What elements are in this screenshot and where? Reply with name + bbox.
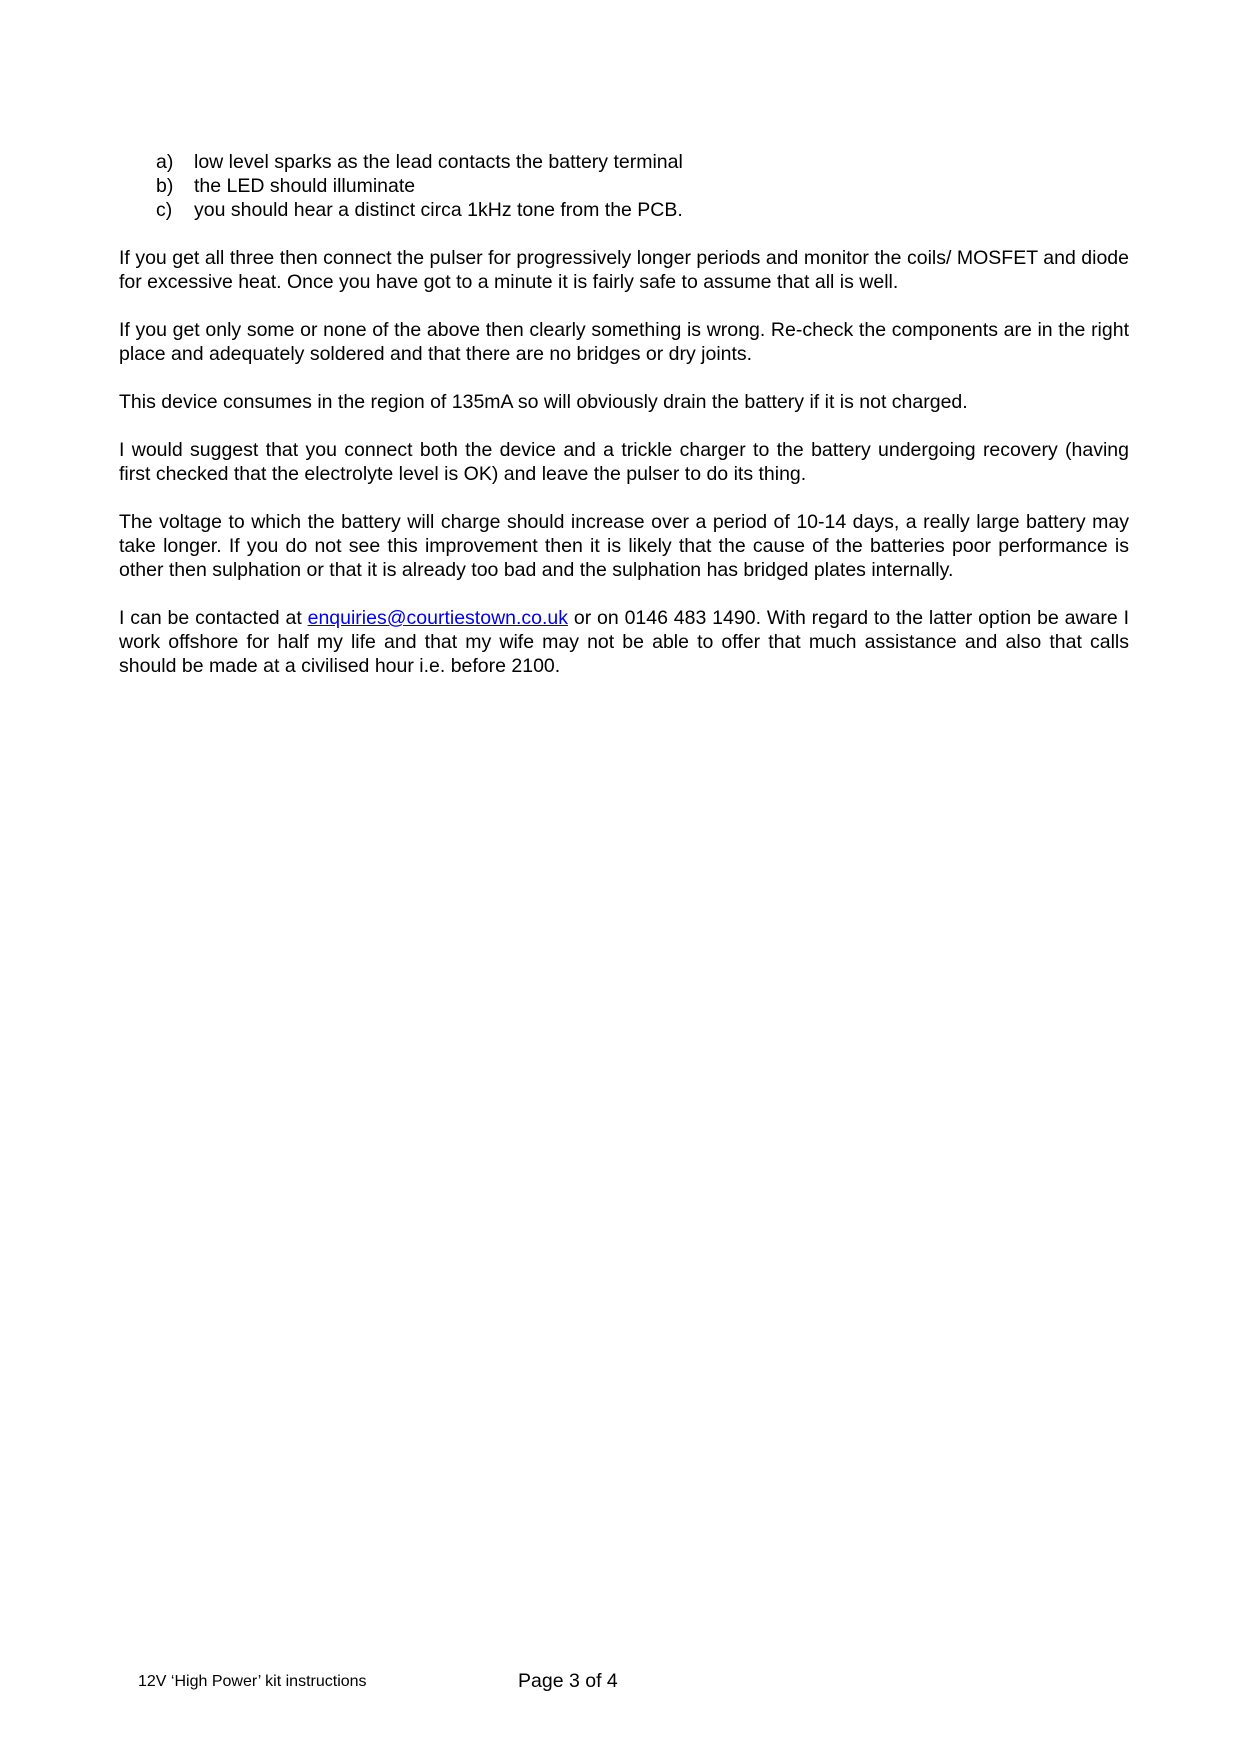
paragraph-voltage: The voltage to which the battery will charge should increase over a period of 10-14 days, a really large battery may take longer. If you do not see this improvement then it is likely that the cause of the batteries poor performance is other then sulphation or that it is already too bad and the sulphation has bridged plates internally.	[119, 511, 1129, 581]
footer-page-number: Page 3 of 4	[518, 1670, 618, 1692]
paragraph-consumption: This device consumes in the region of 135mA so will obviously drain the battery if it is not charged.	[119, 391, 968, 413]
list-text: low level sparks as the lead contacts the battery terminal	[194, 151, 683, 173]
paragraph-pulser-test: If you get all three then connect the pulser for progressively longer periods and monitor the coils/ MOSFET and diode for excessive heat. Once you have got to a minute it is fairly safe to assume that all is well.	[119, 247, 1129, 293]
list-text: the LED should illuminate	[194, 175, 416, 197]
email-link[interactable]: enquiries@courtiestown.co.uk	[307, 607, 569, 629]
list-item	[119, 174, 1129, 198]
footer-doc-title: 12V ‘High Power’ kit instructions	[138, 1673, 367, 1690]
list-marker: a)	[156, 151, 174, 173]
paragraph-contact	[119, 606, 1129, 678]
paragraph-troubleshoot: If you get only some or none of the above then clearly something is wrong. Re-check the components are in the right place and adequately soldered and that there are no bridges or dry joints.	[119, 319, 1129, 365]
list-marker: b)	[156, 175, 174, 197]
list-item	[119, 150, 1129, 174]
check-list	[119, 150, 1129, 222]
contact-prefix: I can be contacted at	[119, 607, 308, 629]
list-item	[119, 198, 1129, 222]
list-marker: c)	[156, 199, 173, 221]
list-text: you should hear a distinct circa 1kHz tone from the PCB.	[194, 199, 683, 221]
contact-suffix: or on 0146 483 1490. With regard to the latter option be aware I work offshore for half my life and that my wife may not be able to offer that much assistance and also that calls should be made at a civilised hour i.e. before 2100.	[119, 607, 1129, 677]
page-content	[119, 150, 1129, 678]
paragraph-suggestion: I would suggest that you connect both the device and a trickle charger to the battery undergoing recovery (having first checked that the electrolyte level is OK) and leave the pulser to do its thing.	[119, 439, 1129, 485]
